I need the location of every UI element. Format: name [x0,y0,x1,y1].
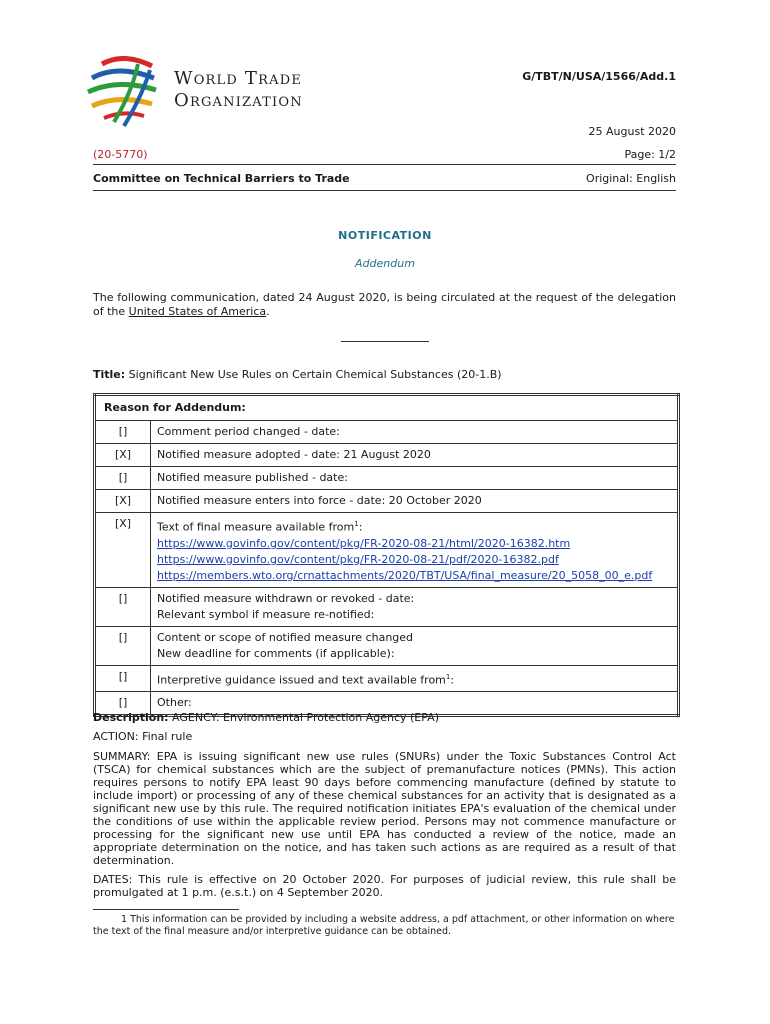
row-text-secondary: Relevant symbol if measure re-notified: [157,607,375,621]
row-text: Content or scope of notified measure changed [157,630,414,644]
measure-title [93,368,502,381]
addendum-reason-table [93,393,680,717]
measure-link-html[interactable]: https://www.govinfo.gov/content/pkg/FR-2020-08-21/html/2020-16382.htm [157,536,571,550]
intro-end: . [266,305,270,318]
footnote-ref: 1 [354,520,359,528]
row-suffix: : [358,520,363,534]
title-label: Title: [93,368,126,381]
table-header: Reason for Addendum: [95,395,679,421]
table-row [95,421,679,444]
footnote-text: 1 This information can be provided by including a website address, a pdf attachment, or other information on where the text of the final measure and/or interpretive guidance can be obtained. [93,914,675,937]
agency-text: AGENCY: Environmental Protection Agency (EPA) [172,711,439,724]
description-agency [93,711,676,724]
separator-line [341,341,429,342]
intro-paragraph [93,291,676,319]
row-text: Interpretive guidance issued and text available from [157,673,446,687]
wto-emblem-icon [84,56,166,130]
row-text: Notified measure published - date: [151,467,679,490]
row-checkbox: [] [95,665,151,692]
row-checkbox: [] [95,692,151,716]
table-row [95,665,679,692]
row-text-with-sup [151,665,679,692]
row-text-multi [151,587,679,626]
row-text: Notified measure adopted - date: 21 August 2020 [151,444,679,467]
page-indicator: Page: 1/2 [624,148,676,161]
header-divider [93,164,676,165]
row-text: Other: [151,692,679,716]
row-checkbox: [X] [95,490,151,513]
header-divider-bottom [93,190,676,191]
table-row [95,467,679,490]
original-language: Original: English [586,172,676,185]
measure-link-pdf[interactable]: https://www.govinfo.gov/content/pkg/FR-2020-08-21/pdf/2020-16382.pdf [157,552,559,566]
title-value: Significant New Use Rules on Certain Chemical Substances (20-1.B) [128,368,502,381]
table-row [95,490,679,513]
description-label: Description: [93,711,169,724]
document-symbol: G/TBT/N/USA/1566/Add.1 [522,70,676,83]
member-name: United States of America [128,305,267,318]
addendum-subheading: Addendum [355,257,415,270]
org-name [174,68,303,112]
measure-link-wto[interactable]: https://members.wto.org/crnattachments/2020/TBT/USA/final_measure/20_5058_00_e.pdf [157,568,653,582]
row-checkbox: [] [95,587,151,626]
row-text-secondary: New deadline for comments (if applicable): [157,646,395,660]
table-row [95,587,679,626]
row-checkbox: [] [95,467,151,490]
row-checkbox: [] [95,421,151,444]
org-name-line2: Organization [174,90,303,111]
table-row [95,444,679,467]
wto-logo [84,56,344,130]
row-checkbox: [X] [95,513,151,588]
table-row [95,626,679,665]
description-action: ACTION: Final rule [93,730,193,743]
row-text: Text of final measure available from [157,520,355,534]
document-date: 25 August 2020 [588,125,676,138]
row-text: Notified measure enters into force - date: 20 October 2020 [151,490,679,513]
row-text-with-links [151,513,679,588]
row-checkbox: [X] [95,444,151,467]
org-name-line1: World Trade [174,68,303,89]
table-row [95,513,679,588]
intro-text: The following communication, dated 24 August 2020, is being circulated at the request of the delegation of the [93,291,676,318]
document-number: (20-5770) [93,148,148,161]
row-text: Comment period changed - date: [151,421,679,444]
footnote-divider [93,909,239,910]
description-summary: SUMMARY: EPA is issuing significant new use rules (SNURs) under the Toxic Substances Control Act (TSCA) for chemical substances which are the subject of premanufacture notices (PMNs). This action requires persons to notify EPA least 90 days before commencing manufacture (defined by statute to include import) or processing of any of these chemical substances for an activity that is designated as a significant new use by this rule. The required notification initiates EPA's evaluation of the chemical under the conditions of use within the applicable review period. Persons may not commence manufacture or processing for the significant new use until EPA has conducted a review of the notice, made an appropriate determination on the notice, and has taken such actions as are required as a result of that determination. [93,750,676,867]
footnote-ref: 1 [445,672,451,681]
footnote [93,914,676,938]
row-text-multi [151,626,679,665]
row-checkbox: [] [95,626,151,665]
row-text: Notified measure withdrawn or revoked - date: [157,591,415,605]
committee-name: Committee on Technical Barriers to Trade [93,172,350,185]
description-dates: DATES: This rule is effective on 20 October 2020. For purposes of judicial review, this rule shall be promulgated at 1 p.m. (e.s.t.) on 4 September 2020. [93,873,676,899]
notification-heading: NOTIFICATION [338,229,432,242]
row-suffix: : [450,673,455,687]
